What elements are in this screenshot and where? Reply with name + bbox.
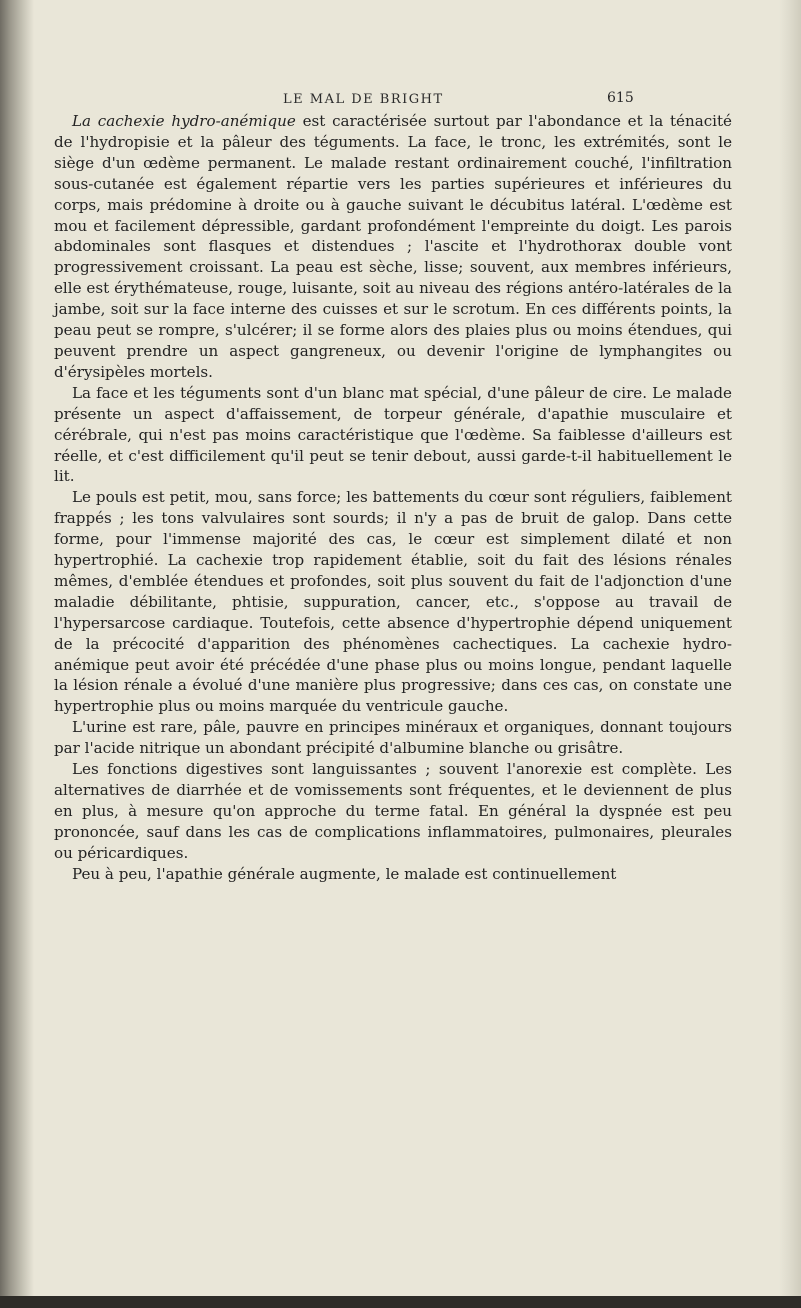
page-binding-shadow <box>0 0 34 1308</box>
scan-bottom-edge <box>0 1296 801 1308</box>
paragraph-1-text: est caractérisée surtout par l'abondance et la ténacité de l'hydropisie et la pâleur des téguments. La face, le tronc, les extrémités, sont le siège d'un œdème permanent. Le malade restant ordinairement couché, l'infiltration sous-cutanée est également répartie vers les parties supérieures et inférieures du corps, mais prédomine à droite ou à gauche suivant le décubitus latéral. L'œdème est mou et facilement dépressible, gardant profondément l'empreinte du doigt. Les parois abdominales sont flasques et distendues ; l'ascite et l'hydrothorax double vont progressivement croissant. La peau est sèche, lisse; souvent, aux membres inférieurs, elle est érythémateuse, rouge, luisante, soit au niveau des régions antéro-latérales de la jambe, soit sur la face interne des cuisses et sur le scrotum. En ces différents points, la peau peut se rompre, s'ulcérer; il se forme alors des plaies plus ou moins étendues, qui peuvent prendre un aspect gangreneux, ou devenir l'origine de lymphangites ou d'érysipèles mortels. <box>54 112 732 381</box>
paragraph-2: La face et les téguments sont d'un blanc mat spécial, d'une pâleur de cire. Le malade présente un aspect d'affaissement, de torpeur générale, d'apathie musculaire et cérébrale, qui n'est pas moins caractéristique que l'œdème. Sa faiblesse d'ailleurs est réelle, et c'est difficilement qu'il peut se tenir debout, aussi garde-t-il habituellement le lit. <box>54 383 732 486</box>
body-text <box>54 111 732 885</box>
running-title: LE MAL DE BRIGHT <box>283 92 444 107</box>
page-right-edge <box>779 0 801 1308</box>
paragraph-4: L'urine est rare, pâle, pauvre en principes minéraux et organiques, donnant toujours par l'acide nitrique un abondant précipité d'albumine blanche ou grisâtre. <box>54 718 732 758</box>
paragraph-1 <box>54 111 732 383</box>
page-number: 615 <box>607 90 634 106</box>
paragraph-5: Les fonctions digestives sont languissantes ; souvent l'anorexie est complète. Les alternatives de diarrhée et de vomissements sont fréquentes, et le deviennent de plus en plus, à mesure qu'on approche du terme fatal. En général la dyspnée est peu prononcée, sauf dans les cas de complications inflammatoires, pulmonaires, pleurales ou péricardiques. <box>54 760 732 862</box>
page-header <box>250 90 700 110</box>
paragraph-1-italic-lead: La cachexie hydro-anémique <box>72 112 296 130</box>
paragraph-6: Peu à peu, l'apathie générale augmente, le malade est continuellement <box>72 864 617 883</box>
paragraph-3: Le pouls est petit, mou, sans force; les battements du cœur sont réguliers, faiblement frappés ; les tons valvulaires sont sourds; il n'y a pas de bruit de galop. Dans cette forme, pour l'immense majorité des cas, le cœur est simplement dilaté et non hypertrophié. La cachexie trop rapidement établie, soit du fait des lésions rénales mêmes, d'emblée étendues et profondes, soit plus souvent du fait de l'adjonction d'une maladie débilitante, phtisie, suppuration, cancer, etc., s'oppose au travail de l'hypersarcose cardiaque. Toutefois, cette absence d'hypertrophie dépend uniquement de la précocité d'apparition des phénomènes cachectiques. La cachexie hydro-anémique peut avoir été précédée d'une phase plus ou moins longue, pendant laquelle la lésion rénale a évolué d'une manière plus progressive; dans ces cas, on constate une hypertrophie plus ou moins marquée du ventricule gauche. <box>54 488 732 716</box>
